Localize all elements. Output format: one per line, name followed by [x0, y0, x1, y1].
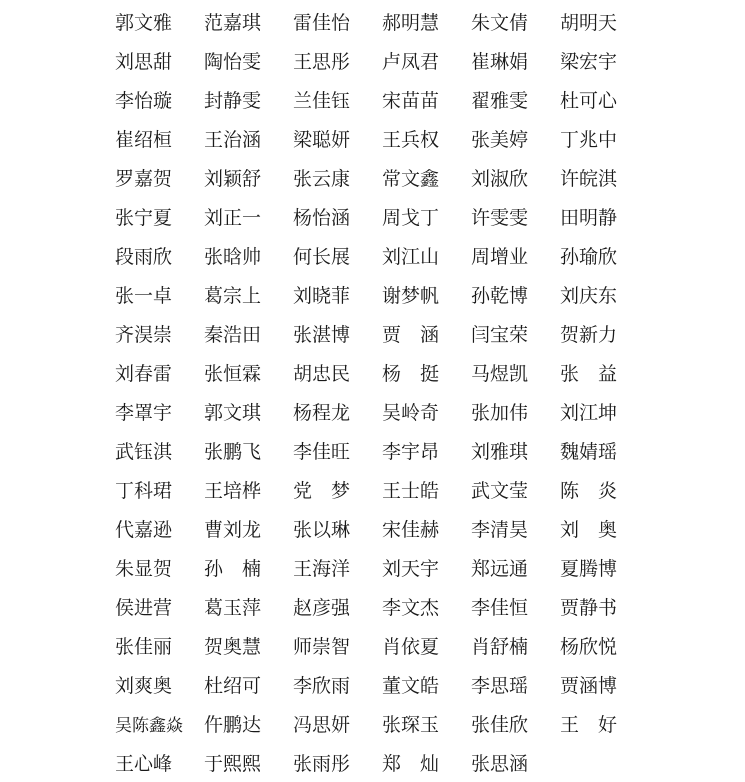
name-cell: 王治涵	[204, 129, 262, 151]
name-cell: 张云康	[293, 168, 351, 190]
name-cell: 刘雅琪	[471, 441, 529, 463]
name-cell: 肖舒楠	[471, 636, 529, 658]
name-cell: 李佳恒	[471, 597, 529, 619]
name-cell: 张宁夏	[115, 207, 173, 229]
name-cell: 郑 灿	[382, 753, 440, 775]
name-cell: 陈 炎	[560, 480, 618, 502]
name-cell: 王 好	[560, 714, 618, 736]
name-cell: 刘晓菲	[293, 285, 351, 307]
name-cell: 梁聪妍	[293, 129, 351, 151]
name-cell: 赵彦强	[293, 597, 351, 619]
name-cell: 秦浩田	[204, 324, 262, 346]
name-cell: 张以琳	[293, 519, 351, 541]
name-cell: 周增业	[471, 246, 529, 268]
name-cell: 王海洋	[293, 558, 351, 580]
name-cell: 于熙熙	[204, 753, 262, 775]
name-cell: 李佳旺	[293, 441, 351, 463]
name-cell: 马煜凯	[471, 363, 529, 385]
name-cell: 武文莹	[471, 480, 529, 502]
name-cell: 李罩宇	[115, 402, 173, 424]
name-row	[115, 626, 655, 665]
name-cell: 葛玉萍	[204, 597, 262, 619]
name-cell: 贾涵博	[560, 675, 618, 697]
name-cell: 刘思甜	[115, 51, 173, 73]
name-cell: 张美婷	[471, 129, 529, 151]
name-cell: 夏腾博	[560, 558, 618, 580]
name-cell: 王心峰	[115, 753, 173, 775]
name-cell: 罗嘉贺	[115, 168, 173, 190]
name-cell: 杨欣悦	[560, 636, 618, 658]
name-cell: 丁兆中	[560, 129, 618, 151]
name-row	[115, 431, 655, 470]
name-cell: 许皖淇	[560, 168, 618, 190]
name-row	[115, 548, 655, 587]
name-cell: 杨程龙	[293, 402, 351, 424]
name-cell: 杨怡涵	[293, 207, 351, 229]
name-row	[115, 353, 655, 392]
name-cell: 杜可心	[560, 90, 618, 112]
name-row	[115, 704, 655, 743]
name-row	[115, 275, 655, 314]
name-cell: 胡忠民	[293, 363, 351, 385]
name-cell: 董文皓	[382, 675, 440, 697]
name-cell: 宋苗苗	[382, 90, 440, 112]
name-cell: 孙 楠	[204, 558, 262, 580]
name-cell: 杨 挺	[382, 363, 440, 385]
name-cell: 李宇昂	[382, 441, 440, 463]
name-row	[115, 509, 655, 548]
name-cell: 杜绍可	[204, 675, 262, 697]
name-cell: 葛宗上	[204, 285, 262, 307]
name-cell: 许雯雯	[471, 207, 529, 229]
name-cell: 陶怡雯	[204, 51, 262, 73]
name-cell: 李文杰	[382, 597, 440, 619]
name-cell: 郝明慧	[382, 12, 440, 34]
name-cell: 刘颖舒	[204, 168, 262, 190]
name-cell: 卢凤君	[382, 51, 440, 73]
name-cell: 刘 奥	[560, 519, 618, 541]
name-cell: 李思瑶	[471, 675, 529, 697]
name-row	[115, 80, 655, 119]
name-cell: 张鹏飞	[204, 441, 262, 463]
name-cell: 张思涵	[471, 753, 529, 775]
name-cell: 刘淑欣	[471, 168, 529, 190]
name-cell: 常文鑫	[382, 168, 440, 190]
name-cell: 贾静书	[560, 597, 618, 619]
name-cell: 齐淏崇	[115, 324, 173, 346]
name-cell: 吴岭奇	[382, 402, 440, 424]
name-row	[115, 158, 655, 197]
name-cell: 孙乾博	[471, 285, 529, 307]
name-cell: 丁科珺	[115, 480, 173, 502]
name-cell: 张晗帅	[204, 246, 262, 268]
name-cell: 张雨彤	[293, 753, 351, 775]
name-cell: 贺奥慧	[204, 636, 262, 658]
name-cell: 张佳丽	[115, 636, 173, 658]
name-row	[115, 2, 655, 41]
name-row	[115, 314, 655, 353]
name-row	[115, 743, 655, 782]
name-cell: 仵鹏达	[204, 714, 262, 736]
name-cell: 郭文琪	[204, 402, 262, 424]
name-cell: 兰佳钰	[293, 90, 351, 112]
name-cell: 雷佳怡	[293, 12, 351, 34]
name-cell: 刘庆东	[560, 285, 618, 307]
name-cell: 王士皓	[382, 480, 440, 502]
name-cell: 张加伟	[471, 402, 529, 424]
name-list-grid	[115, 2, 655, 782]
name-cell: 朱文倩	[471, 12, 529, 34]
name-cell: 张恒霖	[204, 363, 262, 385]
name-row	[115, 236, 655, 275]
name-cell: 郭文雅	[115, 12, 173, 34]
name-cell: 代嘉逊	[115, 519, 173, 541]
name-cell: 刘江坤	[560, 402, 618, 424]
name-cell: 魏婧瑶	[560, 441, 618, 463]
name-cell: 谢梦帆	[382, 285, 440, 307]
name-cell: 何长展	[293, 246, 351, 268]
name-row	[115, 392, 655, 431]
name-cell: 曹刘龙	[204, 519, 262, 541]
name-cell: 张 益	[560, 363, 618, 385]
name-row	[115, 119, 655, 158]
name-row	[115, 587, 655, 626]
name-row	[115, 197, 655, 236]
name-cell: 冯思妍	[293, 714, 351, 736]
name-cell: 侯进营	[115, 597, 173, 619]
name-row	[115, 665, 655, 704]
name-cell: 吴陈鑫焱	[115, 716, 183, 736]
name-cell: 崔绍桓	[115, 129, 173, 151]
name-cell: 封静雯	[204, 90, 262, 112]
name-cell: 王培桦	[204, 480, 262, 502]
name-cell: 胡明天	[560, 12, 618, 34]
name-cell: 刘正一	[204, 207, 262, 229]
name-cell: 段雨欣	[115, 246, 173, 268]
name-cell: 刘天宇	[382, 558, 440, 580]
name-cell: 郑远通	[471, 558, 529, 580]
name-cell: 翟雅雯	[471, 90, 529, 112]
name-cell: 周戈丁	[382, 207, 440, 229]
name-cell: 张一卓	[115, 285, 173, 307]
name-cell: 肖依夏	[382, 636, 440, 658]
name-cell: 梁宏宇	[560, 51, 618, 73]
name-cell: 张佳欣	[471, 714, 529, 736]
name-cell: 崔琳娟	[471, 51, 529, 73]
name-cell: 刘春雷	[115, 363, 173, 385]
name-cell: 闫宝荣	[471, 324, 529, 346]
name-cell: 宋佳赫	[382, 519, 440, 541]
name-cell: 张湛博	[293, 324, 351, 346]
name-cell: 师崇智	[293, 636, 351, 658]
name-row	[115, 470, 655, 509]
name-cell: 李欣雨	[293, 675, 351, 697]
name-cell: 党 梦	[293, 480, 351, 502]
name-cell: 王思彤	[293, 51, 351, 73]
name-cell: 孙瑜欣	[560, 246, 618, 268]
name-cell: 田明静	[560, 207, 618, 229]
name-cell: 范嘉琪	[204, 12, 262, 34]
name-cell: 贾 涵	[382, 324, 440, 346]
name-cell: 刘爽奥	[115, 675, 173, 697]
name-row	[115, 41, 655, 80]
name-cell: 张琛玉	[382, 714, 440, 736]
name-cell: 李清昊	[471, 519, 529, 541]
name-cell: 武钰淇	[115, 441, 173, 463]
name-cell: 刘江山	[382, 246, 440, 268]
name-cell: 李怡璇	[115, 90, 173, 112]
name-cell: 王兵权	[382, 129, 440, 151]
name-cell: 贺新力	[560, 324, 618, 346]
name-cell: 朱显贺	[115, 558, 173, 580]
